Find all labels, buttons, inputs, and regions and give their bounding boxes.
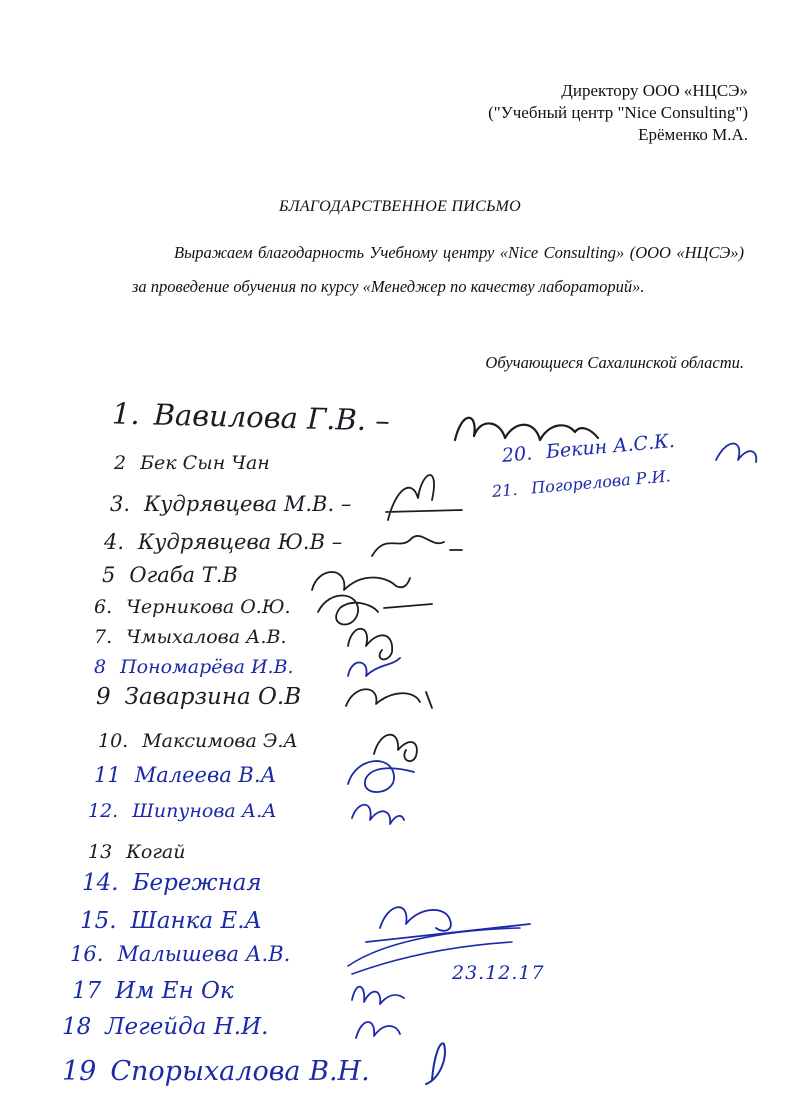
addressee-line-1: Директору ООО «НЦСЭ» [561, 81, 748, 100]
signatory-name: Малышева А.В. [117, 942, 291, 966]
signatory-number: 5 [102, 563, 116, 587]
signatory-number: 9 [96, 684, 111, 710]
handwritten-date: 23.12.17 [452, 962, 545, 984]
signatory-number: 14. [82, 870, 119, 896]
addressee-line-3: Ерёменко М.А. [638, 125, 748, 144]
sign-off-line: Обучающиеся Сахалинской области. [485, 353, 744, 372]
signatory-row-18 [62, 1014, 268, 1040]
signatory-row-3 [110, 492, 351, 516]
signatory-row-11 [94, 763, 276, 787]
signatory-row-13 [88, 841, 186, 863]
signatory-row-14 [82, 870, 262, 896]
signatory-name: Шипунова А.А [132, 800, 277, 822]
signatory-row-15 [80, 908, 262, 934]
signatory-name: Огаба Т.В [129, 563, 238, 587]
signatory-row-19 [62, 1056, 370, 1087]
signatory-name: Спорыхалова В.Н. [110, 1056, 370, 1087]
signatory-row-12 [88, 800, 277, 822]
signatory-number: 4. [104, 530, 125, 554]
signatory-number: 7. [94, 626, 113, 648]
signatory-row-4 [104, 530, 342, 554]
signatory-number: 21. [491, 479, 519, 501]
signatory-row-10 [98, 730, 298, 752]
letter-title: БЛАГОДАРСТВЕННОЕ ПИСЬМО [278, 198, 522, 215]
signatory-number: 13 [88, 841, 113, 863]
signatory-name: Малеева В.А [134, 763, 277, 787]
signatory-name: Кудрявцева М.В. – [144, 492, 352, 516]
signatory-number: 12. [88, 800, 119, 822]
signatory-row-20 [501, 430, 676, 467]
signatory-name: Кудрявцева Ю.В – [138, 530, 343, 554]
signatory-name: Пономарёва И.В. [120, 656, 294, 678]
signatory-name: Легейда Н.И. [105, 1014, 269, 1040]
signatory-number: 10. [98, 730, 129, 752]
signatory-number: 17 [72, 978, 102, 1004]
signatory-row-16 [70, 942, 290, 966]
signatory-name: Черникова О.Ю. [126, 596, 291, 618]
signatory-number: 18 [62, 1014, 92, 1040]
signatory-name: Вавилова Г.В. – [153, 397, 391, 438]
signatory-name: Максимова Э.А [142, 730, 298, 752]
letter-body: Выражаем благодарность Учебному центру «Nice Consulting» (ООО «НЦСЭ») за проведение обучения по курсу «Менеджер по качеству лабораторий». [132, 243, 744, 296]
signatory-number: 1. [111, 396, 141, 432]
signatory-name: Бережная [132, 870, 262, 896]
signatory-number: 8 [94, 656, 107, 678]
signatory-number: 16. [70, 942, 104, 966]
signatory-name: Чмыхалова А.В. [126, 626, 287, 648]
signatory-number: 11 [94, 763, 121, 787]
addressee-line-2: ("Учебный центр "Nice Consulting") [488, 103, 748, 122]
signatory-number: 20. [501, 442, 534, 467]
signatory-name: Погорелова Р.И. [530, 466, 672, 498]
signatory-number: 3. [110, 492, 131, 516]
signatory-number: 15. [80, 908, 117, 934]
signatory-name: Им Ен Ок [115, 978, 234, 1004]
signatory-number: 19 [62, 1056, 97, 1087]
signatory-row-2 [114, 452, 270, 474]
signatory-name: Заварзина О.В [124, 684, 302, 710]
signatory-row-17 [72, 978, 234, 1004]
signatory-name: Бекин А.С.К. [545, 429, 676, 464]
signatory-row-8 [94, 656, 294, 678]
signatory-number: 2 [114, 452, 127, 474]
signatory-row-1 [112, 396, 391, 437]
signatory-row-6 [94, 596, 291, 618]
signatory-number: 6. [94, 596, 113, 618]
signatory-name: Бек Сын Чан [140, 452, 270, 474]
signatory-row-9 [96, 684, 301, 710]
signatory-name: Шанка Е.А [130, 908, 262, 934]
signatory-name: Когай [126, 841, 186, 863]
signatory-row-5 [102, 563, 238, 587]
signatory-row-7 [94, 626, 287, 648]
signatory-row-21 [491, 466, 671, 501]
